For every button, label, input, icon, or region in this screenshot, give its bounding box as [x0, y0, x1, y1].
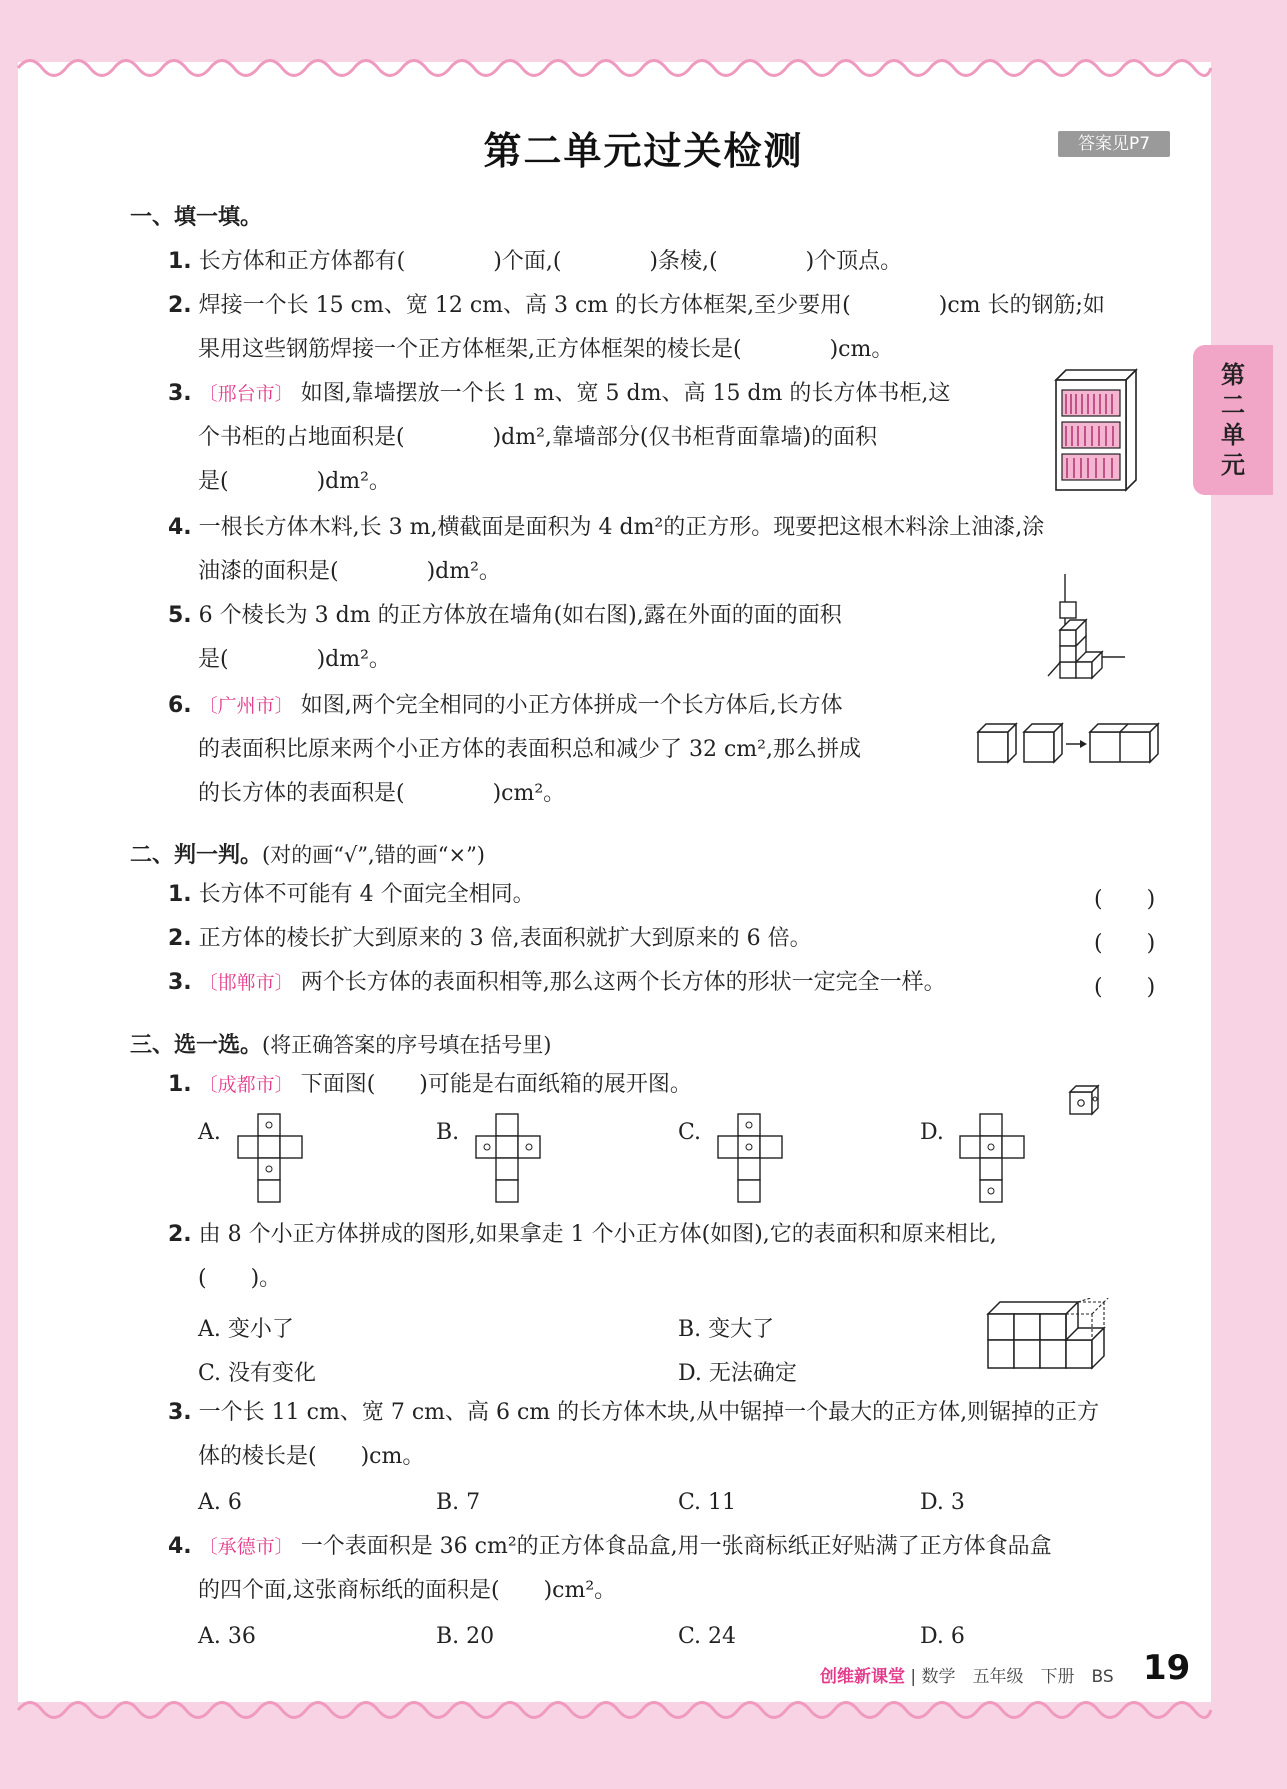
choose-question-4 — [168, 1525, 1052, 1569]
option-c[interactable]: C. 11 — [678, 1490, 737, 1515]
question-text-continued: 个书柜的占地面积是( )dm²,靠墙部分(仅书柜背面靠墙)的面积 — [198, 425, 878, 450]
question-text: 由 8 个小正方体拼成的图形,如果拿走 1 个小正方体(如图),它的表面积和原来相比, — [198, 1222, 997, 1247]
fill-question-3 — [168, 372, 950, 416]
choose-question-2 — [168, 1213, 997, 1257]
page-title: 第二单元过关检测 — [483, 129, 804, 173]
question-number: 4. — [168, 515, 192, 540]
option-d[interactable]: D. 6 — [920, 1624, 965, 1649]
question-text: 如图,两个完全相同的小正方体拼成一个长方体后,长方体 — [300, 693, 843, 718]
question-number: 3. — [168, 1400, 192, 1425]
answer-reference-badge: 答案见P7 — [1058, 131, 1170, 157]
question-number: 3. — [168, 970, 192, 995]
question-number: 2. — [168, 293, 192, 318]
question-text-continued: 体的棱长是( )cm。 — [198, 1444, 425, 1469]
question-text: 长方体不可能有 4 个面完全相同。 — [198, 882, 535, 907]
region-tag: 〔广州市〕 — [198, 695, 294, 717]
section-fill-heading: 一、填一填。 — [130, 205, 263, 230]
option-d[interactable]: D. 3 — [920, 1490, 965, 1515]
page-number: 19 — [1143, 1648, 1191, 1688]
option-d-label[interactable]: D. — [920, 1120, 944, 1145]
option-b[interactable]: B. 20 — [436, 1624, 495, 1649]
judge-question-1 — [168, 873, 535, 917]
judge-question-3 — [168, 961, 946, 1005]
question-text-continued: 果用这些钢筋焊接一个正方体框架,正方体框架的棱长是( )cm。 — [198, 337, 894, 362]
option-d[interactable]: D. 无法确定 — [678, 1361, 797, 1386]
two-cubes-join-figure — [974, 720, 1160, 766]
footer-brand: 创维新课堂 — [820, 1667, 905, 1687]
option-a[interactable]: A. 变小了 — [198, 1317, 294, 1342]
question-text-continued: 的四个面,这张商标纸的面积是( )cm²。 — [198, 1578, 617, 1603]
fill-question-1 — [168, 240, 902, 284]
option-a[interactable]: A. 6 — [198, 1490, 242, 1515]
question-number: 5. — [168, 603, 192, 628]
fill-question-2 — [168, 284, 1105, 328]
net-c-figure — [716, 1112, 784, 1206]
footer-divider: | — [910, 1667, 917, 1687]
option-c-label[interactable]: C. — [678, 1120, 702, 1145]
net-b-figure — [474, 1112, 542, 1206]
question-text-continued: 是( )dm²。 — [198, 647, 391, 672]
question-text: 长方体和正方体都有( )个面,( )条棱,( )个顶点。 — [198, 249, 903, 274]
question-text: 一根长方体木料,长 3 m,横截面是面积为 4 dm²的正方形。现要把这根木料涂上油漆,涂 — [198, 515, 1045, 540]
fill-question-5 — [168, 594, 842, 638]
option-b[interactable]: B. 变大了 — [678, 1317, 775, 1342]
question-text: 一个表面积是 36 cm²的正方体食品盒,用一张商标纸正好贴满了正方体食品盒 — [300, 1534, 1052, 1559]
question-number: 4. — [168, 1534, 192, 1559]
answer-paren[interactable]: ( ) — [1094, 931, 1156, 956]
question-text-continued: 的表面积比原来两个小正方体的表面积总和减少了 32 cm²,那么拼成 — [198, 737, 861, 762]
question-text-continued: 是( )dm²。 — [198, 469, 391, 494]
option-b-label[interactable]: B. — [436, 1120, 460, 1145]
footer-info: 数学 五年级 下册 BS — [921, 1667, 1114, 1687]
question-number: 2. — [168, 926, 192, 951]
question-number: 1. — [168, 249, 192, 274]
corner-cubes-figure — [1040, 572, 1128, 682]
question-text-continued: 的长方体的表面积是( )cm²。 — [198, 781, 566, 806]
region-tag: 〔邯郸市〕 — [198, 972, 294, 994]
side-tab-char: 单 — [1221, 421, 1245, 449]
region-tag: 〔承德市〕 — [198, 1536, 294, 1558]
option-a-label[interactable]: A. — [198, 1120, 221, 1145]
fill-question-4 — [168, 506, 1044, 550]
option-b[interactable]: B. 7 — [436, 1490, 481, 1515]
net-d-figure — [958, 1112, 1026, 1206]
question-text: 一个长 11 cm、宽 7 cm、高 6 cm 的长方体木块,从中锯掉一个最大的正方体,则锯掉的正方 — [198, 1400, 1100, 1425]
cube-block-figure — [986, 1298, 1120, 1372]
top-wave-border — [0, 48, 1287, 88]
choose-question-3 — [168, 1391, 1099, 1435]
question-text-continued: 油漆的面积是( )dm²。 — [198, 559, 501, 584]
question-number: 3. — [168, 381, 192, 406]
option-a[interactable]: A. 36 — [198, 1624, 256, 1649]
page-footer — [820, 1662, 1114, 1687]
judge-question-2 — [168, 917, 812, 961]
section-note: (对的画“√”,错的画“×”) — [262, 843, 485, 867]
region-tag: 〔成都市〕 — [198, 1074, 294, 1096]
question-text: 焊接一个长 15 cm、宽 12 cm、高 3 cm 的长方体框架,至少要用( )cm 长的钢筋;如 — [198, 293, 1105, 318]
question-number: 2. — [168, 1222, 192, 1247]
question-text: 下面图( )可能是右面纸箱的展开图。 — [300, 1072, 692, 1097]
bottom-wave-border — [0, 1690, 1287, 1730]
section-choose-heading — [130, 1028, 551, 1059]
paper-box-figure — [1068, 1084, 1102, 1118]
section-note: (将正确答案的序号填在括号里) — [262, 1033, 552, 1057]
question-number: 6. — [168, 693, 192, 718]
fill-question-6 — [168, 684, 843, 728]
question-number: 1. — [168, 1072, 192, 1097]
question-text: 如图,靠墙摆放一个长 1 m、宽 5 dm、高 15 dm 的长方体书柜,这 — [300, 381, 951, 406]
section-title: 二、判一判。 — [130, 843, 263, 868]
net-a-figure — [236, 1112, 304, 1206]
section-judge-heading — [130, 838, 485, 869]
side-tab-char: 二 — [1221, 391, 1245, 419]
side-tab-char: 第 — [1221, 361, 1245, 389]
question-text: 6 个棱长为 3 dm 的正方体放在墙角(如右图),露在外面的面的面积 — [198, 603, 842, 628]
choose-question-1 — [168, 1063, 692, 1107]
option-c[interactable]: C. 24 — [678, 1624, 737, 1649]
side-tab-char: 元 — [1221, 451, 1245, 479]
question-text-continued: ( )。 — [198, 1266, 282, 1291]
question-number: 1. — [168, 882, 192, 907]
question-text: 两个长方体的表面积相等,那么这两个长方体的形状一定完全一样。 — [300, 970, 946, 995]
section-title: 三、选一选。 — [130, 1033, 263, 1058]
question-text: 正方体的棱长扩大到原来的 3 倍,表面积就扩大到原来的 6 倍。 — [198, 926, 812, 951]
unit-side-tab — [1193, 345, 1273, 495]
bookcase-figure — [1052, 368, 1140, 496]
region-tag: 〔邢台市〕 — [198, 383, 294, 405]
option-c[interactable]: C. 没有变化 — [198, 1361, 317, 1386]
answer-paren[interactable]: ( ) — [1094, 975, 1156, 1000]
answer-paren[interactable]: ( ) — [1094, 887, 1156, 912]
